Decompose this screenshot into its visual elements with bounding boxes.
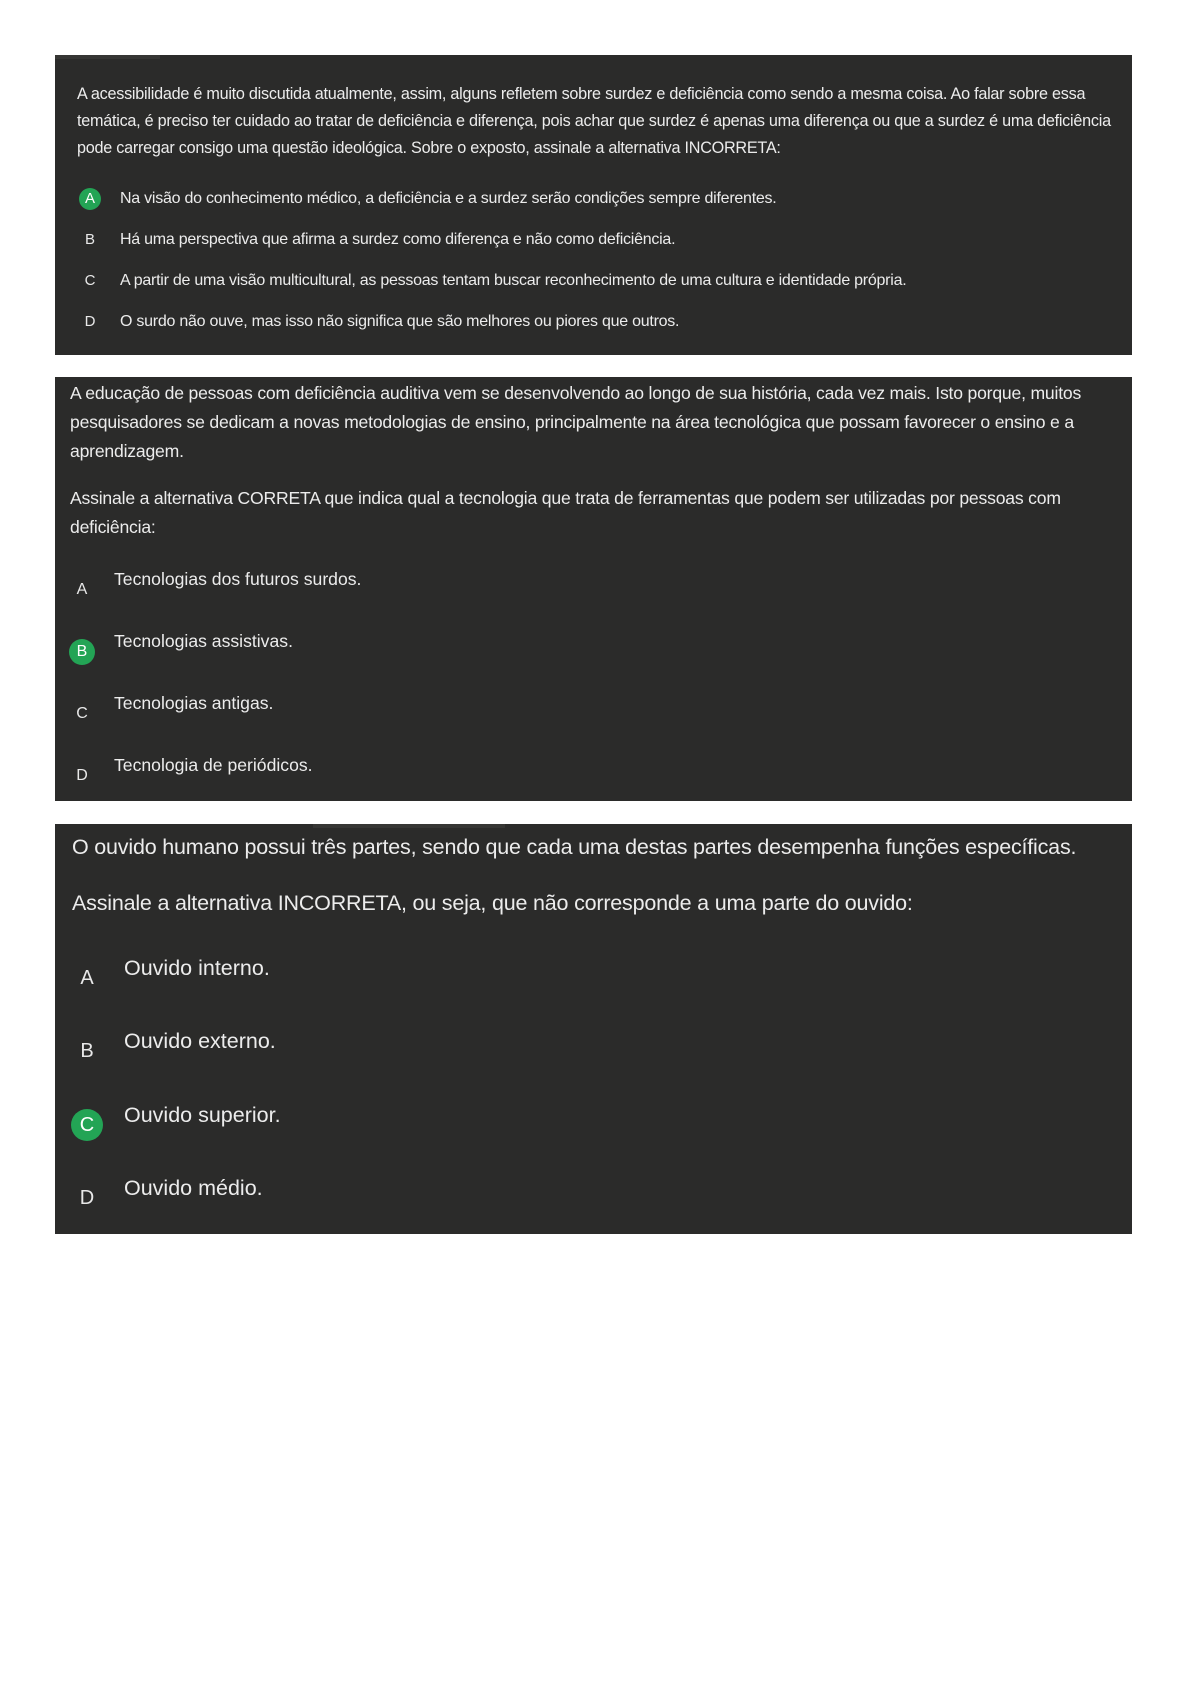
question-card-3 xyxy=(55,824,1132,1234)
option-letter: A xyxy=(80,967,94,989)
question-text: O ouvido humano possui três partes, sendo que cada uma destas partes desempenha funções específicas. xyxy=(72,835,1077,859)
option-letter: A xyxy=(76,581,88,598)
option-text: O surdo não ouve, mas isso não significa que são melhores ou piores que outros. xyxy=(120,313,680,330)
option-letter-badge: B xyxy=(69,639,95,665)
option-text: Ouvido médio. xyxy=(124,1176,263,1200)
option-text: Tecnologias dos futuros surdos. xyxy=(114,569,362,589)
option-text: Ouvido superior. xyxy=(124,1103,281,1127)
option-letter: C xyxy=(76,705,88,722)
option-letter-badge: C xyxy=(71,1109,103,1141)
question-card-1 xyxy=(55,55,1132,355)
option-text: Tecnologia de periódicos. xyxy=(114,755,313,775)
option-text: Ouvido externo. xyxy=(124,1029,276,1053)
option-letter: D xyxy=(76,767,88,784)
option-letter: B xyxy=(84,231,95,248)
question-text: A educação de pessoas com deficiência auditiva vem se desenvolvendo ao longo de sua história, cada vez mais. Isto porque, muitos pesquisadores se dedicam a novas metodologias de ensino, principalmente na área tecnológica que possam favorecer o ensino e a aprendizagem. xyxy=(70,383,1082,461)
option-text: Na visão do conhecimento médico, a deficiência e a surdez serão condições sempre diferentes. xyxy=(120,190,777,207)
option-text: Tecnologias antigas. xyxy=(114,693,274,713)
option-text: Ouvido interno. xyxy=(124,956,270,980)
card-tab-strip xyxy=(55,55,160,59)
option-letter: C xyxy=(84,272,96,289)
option-text: A partir de uma visão multicultural, as pessoas tentam buscar reconhecimento de uma cultura e identidade própria. xyxy=(120,272,907,289)
option-text: Tecnologias assistivas. xyxy=(114,631,293,651)
question-prompt: Assinale a alternativa CORRETA que indica qual a tecnologia que trata de ferramentas que podem ser utilizadas por pessoas com deficiência: xyxy=(70,488,1061,537)
option-letter: B xyxy=(80,1040,94,1062)
question-text: A acessibilidade é muito discutida atualmente, assim, alguns refletem sobre surdez e deficiência como sendo a mesma coisa. Ao falar sobre essa temática, é preciso ter cuidado ao tratar de deficiência e diferença, pois achar que surdez é apenas uma diferença ou que a surdez é uma deficiência pode carregar consigo uma questão ideológica. Sobre o exposto, assinale a alternativa INCORRETA: xyxy=(77,85,1111,157)
option-letter: D xyxy=(79,1187,95,1209)
question-prompt: Assinale a alternativa INCORRETA, ou seja, que não corresponde a uma parte do ouvido: xyxy=(72,891,913,915)
option-letter-badge: A xyxy=(79,188,101,210)
question-card-2 xyxy=(55,377,1132,801)
option-letter: D xyxy=(84,313,96,330)
card-tab-strip xyxy=(313,824,505,828)
option-text: Há uma perspectiva que afirma a surdez como diferença e não como deficiência. xyxy=(120,231,676,248)
